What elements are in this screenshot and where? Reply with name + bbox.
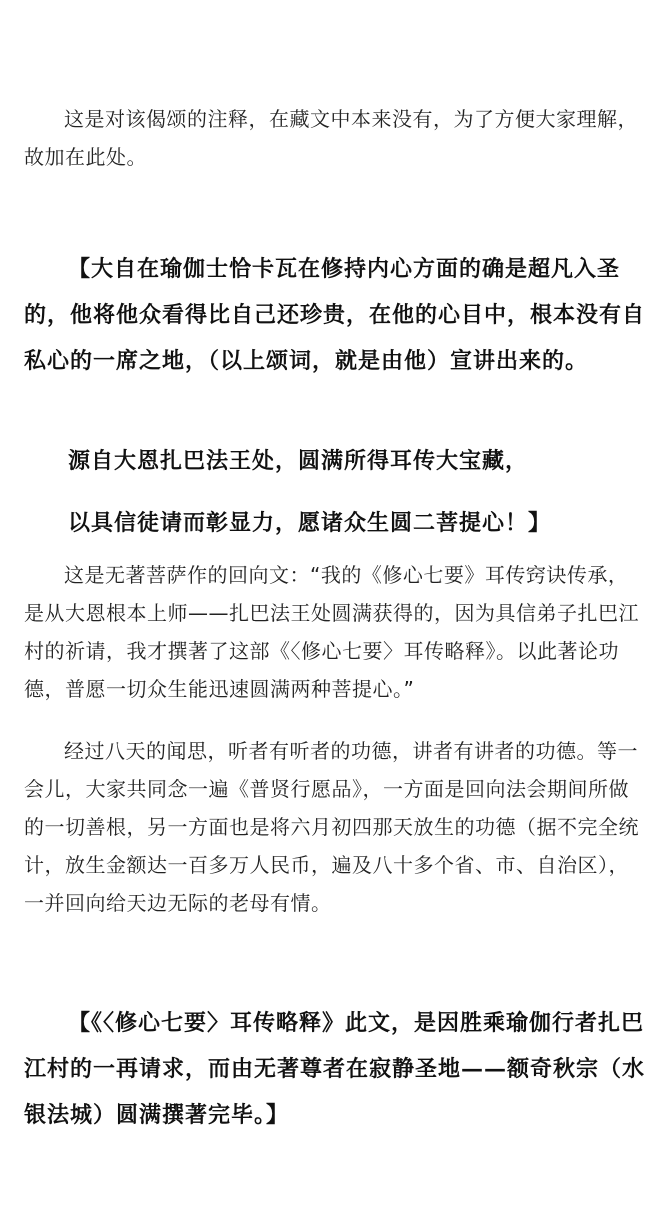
closing-remarks-paragraph: 经过八天的闻思，听者有听者的功德，讲者有讲者的功德。等一会儿，大家共同念一遍《普贤行愿品》，一方面是回向法会期间所做的一切善根，另一方面也是将六月初四那天放生的功德（据不完全统计，放生金额达一百多万人民币，遍及八十多个省、市、自治区），一并回向给天边无际的老母有情。 xyxy=(24,739,639,915)
root-verse-paragraph: 【大自在瑜伽士恰卡瓦在修持内心方面的确是超凡入圣的，他将他众看得比自己还珍贵，在他的心目中，根本没有自私心的一席之地，（以上颂词，就是由他）宣讲出来的。 xyxy=(24,256,646,374)
dedication-commentary-paragraph: 这是无著菩萨作的回向文：“我的《修心七要》耳传窍诀传承，是从大恩根本上师——扎巴法王处圆满获得的，因为具信弟子扎巴江村的祈请，我才撰著了这部《〈修心七要〉耳传略释》。以此著论功德，普愿一切众生能迅速圆满两种菩提心。” xyxy=(24,563,639,701)
colophon-paragraph: 【《〈修心七要〉耳传略释》此文，是因胜乘瑜伽行者扎巴江村的一再请求，而由无著尊者在寂静圣地——额奇秋宗（水银法城）圆满撰著完毕。】 xyxy=(24,1010,646,1128)
dedication-verse-line-2: 以具信徒请而彰显力，愿诸众生圆二菩提心！】 xyxy=(68,510,552,536)
dedication-verse-line-1: 源自大恩扎巴法王处，圆满所得耳传大宝藏， xyxy=(68,448,529,474)
annotation-paragraph: 这是对该偈颂的注释，在藏文中本来没有，为了方便大家理解，故加在此处。 xyxy=(24,107,638,169)
